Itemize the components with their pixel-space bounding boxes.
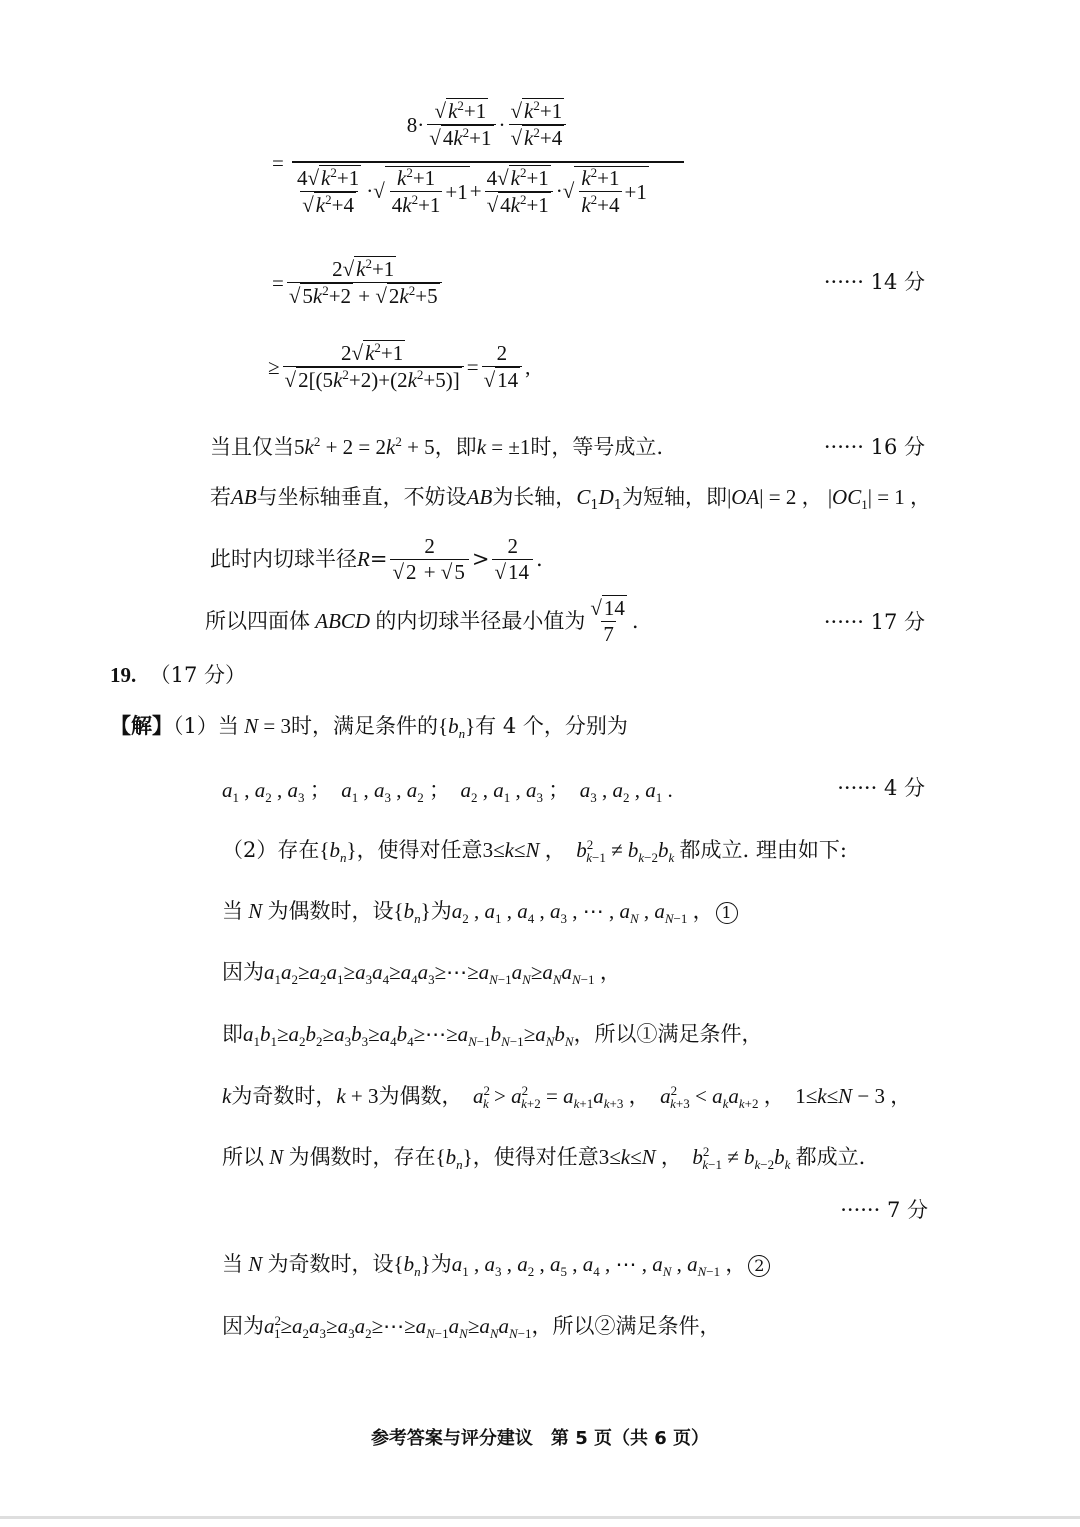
- formula-fraction-3: ≥ $\frac{2√k^2+1}{√2[(5k^2+2)+(2k^2+5)]}$ = $\frac{2}{√14}$ ,: [268, 340, 531, 393]
- question-number: 19.: [110, 663, 137, 687]
- ab-mid1: 与坐标轴垂直，不妨设: [256, 485, 467, 509]
- part1-mid: 时，满足条件的: [290, 714, 438, 738]
- radius-prefix: 此时内切球半径: [210, 547, 357, 571]
- part2-mid: ，使得对任意: [356, 838, 483, 862]
- score-7: ······ 7 分: [840, 1198, 928, 1222]
- bottom-divider: [0, 1516, 1080, 1519]
- conclusion-mid: 的内切球半径最小值为: [375, 609, 586, 633]
- even-inequality-line: 因为$a_1a_2\ge a_2a_1\ge a_3a_4\ge a_4a_3\ge\cdots\ge a_{N-1}a_N\ge a_Na_{N-1}$ ，: [222, 960, 621, 988]
- ab-prefix: 若: [210, 485, 231, 509]
- conclusion-line: 所以四面体 ABCD 的内切球半径最小值为 $\frac{√14}{7}$ .: [205, 596, 639, 646]
- so-even-suffix: 都成立.: [795, 1145, 866, 1169]
- so-even-prefix: 所以: [222, 1145, 264, 1169]
- equality-condition-line: 当且仅当$5k^2 + 2 = 2k^2 + 5$，即k = ±1时，等号成立.: [210, 434, 664, 459]
- odd-case-line: 当 N 为奇数时，设$\{b_n\}$为$a_1$ , $a_3$ , $a_2$ , $a_5$ , $a_4$ , ⋯ , $a_N$ , $a_{N-1}$ ， 2: [222, 1254, 772, 1277]
- namely: 即: [222, 1022, 243, 1046]
- solution-tag: 【解】: [110, 713, 173, 738]
- conclusion-prefix: 所以四面体: [205, 609, 310, 633]
- equality-suffix: 时，等号成立.: [530, 435, 664, 459]
- part2-line: （2）存在$\{b_n\}$，使得对任意3≤k≤N ， $b^2_{k-1} \ne b_{k-2}b_k$ 都成立. 理由如下:: [222, 837, 847, 866]
- answer-page: = 8· $\frac{√k^2+1}{√4k^2+1}$ · $\frac{√k^2+1}{√k^2+4}$ $\frac{4√k^2+1}{√k^2+4}$ ·√ $\frac{k^2+1}{4k^2+1}$ +1 + $\frac{4√k^2+1}{√4k^2+1}$ ·√ $\frac{k^2+1}{k^2+4}$ +1 = $\frac{2√k^2+1}{√5k^2+2 + √2k^2+5}$ ······ 14 分 ≥ $\frac{2√k^2+1}{√2[(5k^2+2)+(2k^2+5)]}$ = $\frac{2}{√14}$ , 当且仅当$5k^2 + 2 = 2k^2 + 5$，即k = ±1时，等号成立. ······ 16 分 若AB与坐标轴垂直，不妨设AB为长轴，$C_1D_1$为短轴，即|OA| = 2 ， $|OC_1| = 1$ ， 此时内切球半径 R = $\frac{2}{√2 + √5}$ > $\frac{2}{√14}$ . 所以四面体 ABCD 的内切球半径最小值为 $\frac{√14}{7}$ . ······ 17 分 19. （17 分） 【解】（1）当 N = 3时，满足条件的$\{b_n\}$有 4 个，分别为 $a_1$ , $a_2$ , $a_3$ ； $a_1$ , $a_3$ , $a_2$ ； $a_2$ , $a_1$ , $a_3$ ； $a_3$ , $a_2$ , $a_1$ . ······ 4 分 （2）存在$\{b_n\}$，使得对任意3≤k≤N ， $b^2_{k-1} \ne b_{k-2}b_k$ 都成立. 理由如下: 当 N 为偶数时，设$\{b_n\}$为$a_2$ , $a_1$ , $a_4$ , $a_3$ , ⋯ , $a_N$ , $a_{N-1}$ ， 1 因为$a_1a_2\ge a_2a_1\ge a_3a_4\ge a_4a_3\ge\cdots\ge a_{N-1}a_N\ge a_Na_{N-1}$ ， 即$a_1b_1\ge a_2b_2\ge a_3b_3\ge a_4b_4\ge\cdots\ge a_{N-1}b_{N-1}\ge a_Nb_N$，所以①满足条件， k为奇数时，k + 3为偶数， $a^2_k > a^2_{k+2} = a_{k+1}a_{k+3}$ ， $a^2_{k+3} < a_ka_{k+2}$ ， 1≤k≤N − 3 ， 所以 N 为偶数时，存在$\{b_n\}$，使得对任意3≤k≤N ， $b^2_{k-1} \ne b_{k-2}b_k$ 都成立. ······ 7 分 当 N 为奇数时，设$\{b_n\}$为$a_1$ , $a_3$ , $a_2$ , $a_5$ , $a_4$ , ⋯ , $a_N$ , $a_{N-1}$ ， 2 因为$a^2_1\ge a_2a_3\ge a_3a_2\ge\cdots\ge a_{N-1}a_N\ge a_Na_{N-1}$，所以②满足条件， 参考答案与评分建议 第 5 页（共 6 页）: [0, 0, 1080, 1527]
- even-ab-line: 即$a_1b_1\ge a_2b_2\ge a_3b_3\ge a_4b_4\ge\cdots\ge a_{N-1}b_{N-1}\ge a_Nb_N$，所以①满足条件，: [222, 1022, 763, 1050]
- even-prefix: 当: [222, 899, 243, 923]
- because-2: 因为: [222, 1314, 264, 1338]
- part2-prefix: （2）存在: [222, 838, 320, 862]
- so-cond1: ，所以①满足条件，: [573, 1022, 763, 1046]
- k-odd-line: k为奇数时，k + 3为偶数， $a^2_k > a^2_{k+2} = a_{k+1}a_{k+3}$ ， $a^2_{k+3} < a_ka_{k+2}$ ， 1≤k≤N − 3 ，: [222, 1083, 912, 1112]
- so-even-mid: 为偶数时，存在: [288, 1145, 436, 1169]
- because-1: 因为: [222, 960, 264, 984]
- ab-mid3: 为短轴，即: [622, 485, 728, 509]
- so-cond2: ，所以②满足条件，: [531, 1314, 721, 1338]
- ab-mid2: 为长轴，: [492, 485, 577, 509]
- k-odd2: 为偶数，: [378, 1084, 463, 1108]
- score-14: ······ 14 分: [823, 270, 925, 294]
- odd-mid: 为奇数时，设: [267, 1252, 394, 1276]
- radius-line: 此时内切球半径 R = $\frac{2}{√2 + √5}$ > $\frac{2}{√14}$ .: [210, 534, 543, 584]
- ab-axis-line: 若AB与坐标轴垂直，不妨设AB为长轴，$C_1D_1$为短轴，即|OA| = 2 ， $|OC_1| = 1$ ，: [210, 485, 932, 514]
- score-17: ······ 17 分: [823, 610, 925, 634]
- question-19-heading: [110, 665, 246, 686]
- part1-prefix: （1）当: [173, 714, 239, 738]
- even-case-line: 当 N 为偶数时，设$\{b_n\}$为$a_2$ , $a_1$ , $a_4$ , $a_3$ , ⋯ , $a_N$ , $a_{N-1}$ ， 1: [222, 901, 740, 924]
- score-16: ······ 16 分: [823, 435, 925, 459]
- score-4: ······ 4 分: [837, 776, 925, 800]
- odd-inequality-line: 因为$a^2_1\ge a_2a_3\ge a_3a_2\ge\cdots\ge a_{N-1}a_N\ge a_Na_{N-1}$，所以②满足条件，: [222, 1313, 721, 1342]
- part1-sequences: $a_1$ , $a_2$ , $a_3$ ； $a_1$ , $a_3$ , $a_2$ ； $a_2$ , $a_1$ , $a_3$ ； $a_3$ , $a_2$ , $a_1$ .: [222, 778, 673, 806]
- page-footer: 参考答案与评分建议 第 5 页（共 6 页）: [370, 1428, 710, 1449]
- odd-is: 为: [430, 1252, 452, 1276]
- part1-suffix: 有 4 个，分别为: [475, 714, 628, 738]
- formula-fraction-2: = $\frac{2√k^2+1}{√5k^2+2 + √2k^2+5}$: [272, 258, 445, 307]
- even-is: 为: [430, 899, 452, 923]
- part2-suffix: 都成立. 理由如下:: [679, 838, 847, 862]
- part1-line: 【解】（1）当 N = 3时，满足条件的$\{b_n\}$有 4 个，分别为: [110, 713, 628, 742]
- k-odd1: 为奇数时，: [231, 1084, 337, 1108]
- equality-prefix: 当且仅当: [210, 435, 294, 459]
- even-mid: 为偶数时，设: [267, 899, 394, 923]
- so-even-line: 所以 N 为偶数时，存在$\{b_n\}$，使得对任意3≤k≤N ， $b^2_{k-1} \ne b_{k-2}b_k$ 都成立.: [222, 1144, 866, 1173]
- question-points: （17 分）: [149, 663, 247, 687]
- equality-mid: ，即: [434, 435, 477, 459]
- odd-prefix: 当: [222, 1252, 243, 1276]
- so-even-mid2: ，使得对任意: [472, 1145, 599, 1169]
